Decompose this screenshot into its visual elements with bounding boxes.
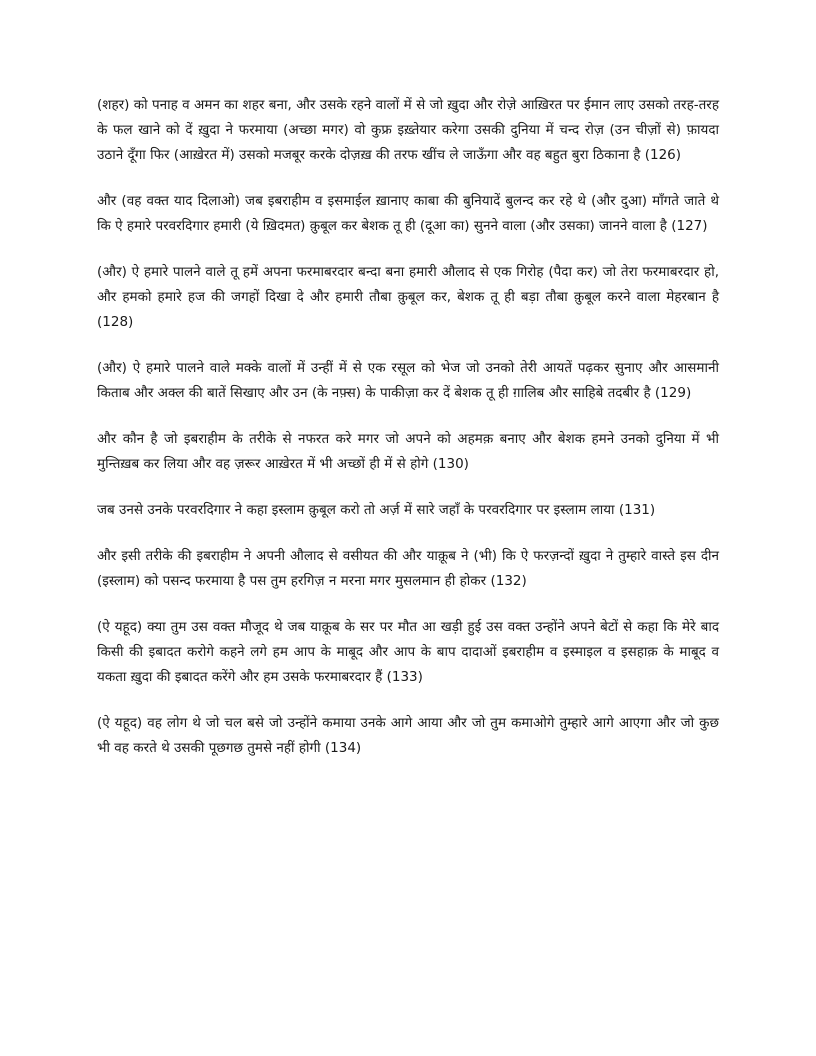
- verse-126: (शहर) को पनाह व अमन का शहर बना, और उसके रहने वालों में से जो ख़ुदा और रोज़े आख़िरत पर ईमान लाए उसको तरह-तरह के फल खाने को दें ख़ुदा ने फरमाया (अच्छा मगर) वो कुफ्र इख़्तेयार करेगा उसकी दुनिया में चन्द रोज़ (उन चीज़ों से) फ़ायदा उठाने दूँगा फिर (आख़ेरत में) उसको मजबूर करके दोज़ख़ की तरफ खींच ले जाऊँगा और वह बहुत बुरा ठिकाना है (126): [97, 97, 719, 163]
- verse-130: और कौन है जो इबराहीम के तरीके से नफरत करे मगर जो अपने को अहमक़ बनाए और बेशक हमने उनको दुनिया में भी मुन्तिख़ब कर लिया और वह ज़रूर आख़ेरत में भी अच्छों ही में से होगे (130): [97, 431, 719, 472]
- verse-132: और इसी तरीके की इबराहीम ने अपनी औलाद से वसीयत की और याक़ूब ने (भी) कि ऐ फरज़न्दों ख़ुदा ने तुम्हारे वास्ते इस दीन (इस्लाम) को पसन्द फरमाया है पस तुम हरगिज़ न मरना मगर मुसलमान ही होकर (132): [97, 548, 719, 589]
- verse-134: (ऐ यहूद) वह लोग थे जो चल बसे जो उन्होंने कमाया उनके आगे आया और जो तुम कमाओगे तुम्हारे आगे आएगा और जो कुछ भी वह करते थे उसकी पूछगछ तुमसे नहीं होगी (134): [97, 715, 719, 756]
- verse-131: जब उनसे उनके परवरदिगार ने कहा इस्लाम क़ुबूल करो तो अर्ज़ में सारे जहाँ के परवरदिगार पर इस्लाम लाया (131): [97, 502, 656, 518]
- verse-133: (ऐ यहूद) क्या तुम उस वक्त मौजूद थे जब याक़ूब के सर पर मौत आ खड़ी हुई उस वक्त उन्होंने अपने बेटों से कहा कि मेरे बाद किसी की इबादत करोगे कहने लगे हम आप के माबूद और आप के बाप दादाओं इबराहीम व इस्माइल व इसहाक़ के माबूद व यकता ख़ुदा की इबादत करेंगे और हम उसके फरमाबरदार हैं (133): [97, 619, 719, 685]
- verse-128: (और) ऐ हमारे पालने वाले तू हमें अपना फरमाबरदार बन्दा बना हमारी औलाद से एक गिरोह (पैदा कर) जो तेरा फरमाबरदार हो, और हमको हमारे हज की जगहों दिखा दे और हमारी तौबा क़ुबूल कर, बेशक तू ही बड़ा तौबा क़ुबूल करने वाला मेहरबान है (128): [97, 264, 719, 330]
- verse-129: (और) ऐ हमारे पालने वाले मक्के वालों में उन्हीं में से एक रसूल को भेज जो उनको तेरी आयतें पढ़कर सुनाए और आसमानी किताब और अक्ल की बातें सिखाए और उन (के नफ़्स) के पाकीज़ा कर दें बेशक तू ही ग़ालिब और साहिबे तदबीर है (129): [97, 360, 719, 401]
- document-page: [97, 93, 719, 782]
- verse-127: और (वह वक्त याद दिलाओ) जब इबराहीम व इसमाईल ख़ानाए काबा की बुनियादें बुलन्द कर रहे थे (और दुआ) माँगते जाते थे कि ऐ हमारे परवरदिगार हमारी (ये ख़िदमत) क़ुबूल कर बेशक तू ही (दूआ का) सुनने वाला (और उसका) जानने वाला है (127): [97, 193, 719, 234]
